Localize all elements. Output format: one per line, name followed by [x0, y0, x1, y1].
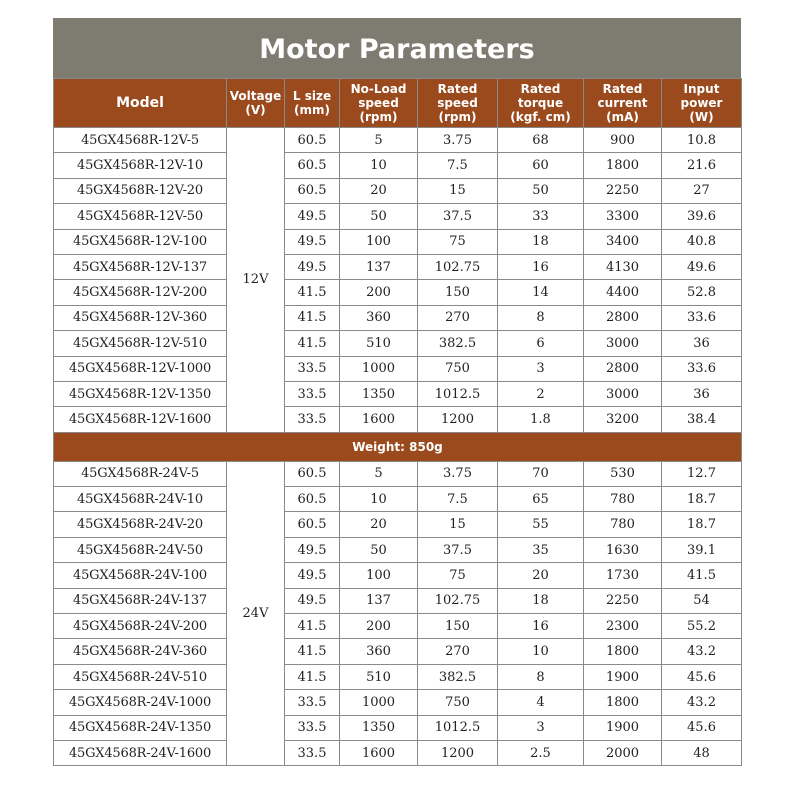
- header-line1: Model: [116, 95, 164, 111]
- no-load-speed-cell: 137: [340, 588, 418, 613]
- model-cell: 45GX4568R-12V-10: [54, 153, 227, 178]
- weight-section: [54, 432, 742, 461]
- rated-current-cell: 780: [584, 512, 662, 537]
- column-header-input-power: [662, 79, 742, 128]
- rated-torque-cell: 8: [498, 305, 584, 330]
- l-size-cell: 33.5: [285, 690, 340, 715]
- l-size-cell: 41.5: [285, 664, 340, 689]
- input-power-cell: 39.6: [662, 204, 742, 229]
- table-row: [54, 690, 742, 715]
- rated-speed-cell: 7.5: [418, 153, 498, 178]
- rated-torque-cell: 16: [498, 614, 584, 639]
- table-row: [54, 178, 742, 203]
- rated-speed-cell: 7.5: [418, 487, 498, 512]
- rated-speed-cell: 150: [418, 280, 498, 305]
- input-power-cell: 18.7: [662, 487, 742, 512]
- header-line1: No-Load: [350, 82, 407, 96]
- input-power-cell: 43.2: [662, 639, 742, 664]
- model-cell: 45GX4568R-24V-50: [54, 537, 227, 562]
- l-size-cell: 33.5: [285, 356, 340, 381]
- rated-torque-cell: 6: [498, 331, 584, 356]
- input-power-cell: 43.2: [662, 690, 742, 715]
- rated-current-cell: 2800: [584, 305, 662, 330]
- model-cell: 45GX4568R-12V-137: [54, 254, 227, 279]
- rated-speed-cell: 1012.5: [418, 381, 498, 406]
- input-power-cell: 45.6: [662, 715, 742, 740]
- input-power-cell: 52.8: [662, 280, 742, 305]
- model-cell: 45GX4568R-12V-1000: [54, 356, 227, 381]
- rated-torque-cell: 8: [498, 664, 584, 689]
- l-size-cell: 49.5: [285, 254, 340, 279]
- column-header-rated-current: [584, 79, 662, 128]
- rated-current-cell: 2300: [584, 614, 662, 639]
- table-row: [54, 614, 742, 639]
- model-cell: 45GX4568R-12V-510: [54, 331, 227, 356]
- rated-current-cell: 3000: [584, 381, 662, 406]
- l-size-cell: 33.5: [285, 740, 340, 765]
- model-cell: 45GX4568R-24V-360: [54, 639, 227, 664]
- column-header-rated-torque: [498, 79, 584, 128]
- rated-current-cell: 1800: [584, 690, 662, 715]
- rated-current-cell: 3400: [584, 229, 662, 254]
- rated-current-cell: 1800: [584, 639, 662, 664]
- rated-current-cell: 2000: [584, 740, 662, 765]
- input-power-cell: 27: [662, 178, 742, 203]
- rated-torque-cell: 2.5: [498, 740, 584, 765]
- rated-torque-cell: 1.8: [498, 407, 584, 432]
- l-size-cell: 60.5: [285, 461, 340, 486]
- rated-torque-cell: 18: [498, 588, 584, 613]
- rated-speed-cell: 102.75: [418, 588, 498, 613]
- rated-torque-cell: 65: [498, 487, 584, 512]
- no-load-speed-cell: 5: [340, 128, 418, 153]
- table-row: [54, 229, 742, 254]
- input-power-cell: 54: [662, 588, 742, 613]
- rated-speed-cell: 102.75: [418, 254, 498, 279]
- rated-torque-cell: 3: [498, 356, 584, 381]
- input-power-cell: 41.5: [662, 563, 742, 588]
- header-line2: (W): [689, 110, 714, 124]
- l-size-cell: 60.5: [285, 153, 340, 178]
- rated-torque-cell: 50: [498, 178, 584, 203]
- no-load-speed-cell: 1000: [340, 356, 418, 381]
- no-load-speed-cell: 5: [340, 461, 418, 486]
- rated-torque-cell: 70: [498, 461, 584, 486]
- l-size-cell: 60.5: [285, 178, 340, 203]
- l-size-cell: 41.5: [285, 331, 340, 356]
- no-load-speed-cell: 1000: [340, 690, 418, 715]
- header-line1: Rated torque: [517, 82, 564, 110]
- rated-current-cell: 4130: [584, 254, 662, 279]
- header-line1: L size: [292, 89, 332, 103]
- input-power-cell: 33.6: [662, 305, 742, 330]
- input-power-cell: 55.2: [662, 614, 742, 639]
- header-line1: Voltage: [229, 89, 282, 103]
- rated-speed-cell: 75: [418, 563, 498, 588]
- header-line2: (mm): [294, 103, 330, 117]
- table-row: [54, 407, 742, 432]
- rated-current-cell: 3300: [584, 204, 662, 229]
- rated-torque-cell: 33: [498, 204, 584, 229]
- motor-parameters-table: [53, 78, 742, 766]
- input-power-cell: 39.1: [662, 537, 742, 562]
- rated-speed-cell: 270: [418, 639, 498, 664]
- no-load-speed-cell: 360: [340, 639, 418, 664]
- model-cell: 45GX4568R-24V-10: [54, 487, 227, 512]
- rated-current-cell: 3200: [584, 407, 662, 432]
- column-header-voltage: [227, 79, 285, 128]
- rated-speed-cell: 3.75: [418, 128, 498, 153]
- table-row: [54, 153, 742, 178]
- rated-speed-cell: 3.75: [418, 461, 498, 486]
- no-load-speed-cell: 200: [340, 280, 418, 305]
- header-line2: (kgf. cm): [510, 110, 571, 124]
- group-12v: [54, 128, 742, 433]
- model-cell: 45GX4568R-12V-5: [54, 128, 227, 153]
- header-line1: Rated: [602, 82, 643, 96]
- table-row: [54, 664, 742, 689]
- l-size-cell: 41.5: [285, 280, 340, 305]
- column-header-no-load-speed: [340, 79, 418, 128]
- no-load-speed-cell: 1350: [340, 715, 418, 740]
- rated-torque-cell: 35: [498, 537, 584, 562]
- input-power-cell: 18.7: [662, 512, 742, 537]
- model-cell: 45GX4568R-12V-100: [54, 229, 227, 254]
- no-load-speed-cell: 100: [340, 563, 418, 588]
- no-load-speed-cell: 510: [340, 331, 418, 356]
- header-row: [54, 79, 742, 128]
- no-load-speed-cell: 100: [340, 229, 418, 254]
- rated-speed-cell: 75: [418, 229, 498, 254]
- l-size-cell: 41.5: [285, 305, 340, 330]
- voltage-cell: 12V: [227, 128, 285, 433]
- rated-torque-cell: 16: [498, 254, 584, 279]
- no-load-speed-cell: 1350: [340, 381, 418, 406]
- no-load-speed-cell: 1600: [340, 407, 418, 432]
- table-row: [54, 128, 742, 153]
- rated-torque-cell: 10: [498, 639, 584, 664]
- model-cell: 45GX4568R-12V-1600: [54, 407, 227, 432]
- header-line1: Rated speed: [437, 82, 478, 110]
- rated-current-cell: 530: [584, 461, 662, 486]
- table-row: [54, 356, 742, 381]
- header-line2: current (mA): [597, 96, 648, 124]
- header-line2: (V): [245, 103, 266, 117]
- rated-speed-cell: 382.5: [418, 664, 498, 689]
- input-power-cell: 33.6: [662, 356, 742, 381]
- rated-torque-cell: 60: [498, 153, 584, 178]
- weight-label: Weight: 850g: [54, 432, 742, 461]
- rated-speed-cell: 37.5: [418, 537, 498, 562]
- header-line2: speed (rpm): [358, 96, 399, 124]
- table-row: [54, 588, 742, 613]
- rated-torque-cell: 68: [498, 128, 584, 153]
- header-line1: Input power: [680, 82, 723, 110]
- rated-speed-cell: 150: [418, 614, 498, 639]
- rated-current-cell: 780: [584, 487, 662, 512]
- model-cell: 45GX4568R-24V-1350: [54, 715, 227, 740]
- page-title: Motor Parameters: [53, 18, 741, 78]
- no-load-speed-cell: 10: [340, 487, 418, 512]
- rated-speed-cell: 15: [418, 512, 498, 537]
- model-cell: 45GX4568R-12V-20: [54, 178, 227, 203]
- table-row: [54, 512, 742, 537]
- table-row: [54, 381, 742, 406]
- l-size-cell: 60.5: [285, 128, 340, 153]
- table-row: [54, 305, 742, 330]
- rated-speed-cell: 750: [418, 690, 498, 715]
- model-cell: 45GX4568R-12V-50: [54, 204, 227, 229]
- l-size-cell: 33.5: [285, 407, 340, 432]
- l-size-cell: 49.5: [285, 537, 340, 562]
- no-load-speed-cell: 50: [340, 204, 418, 229]
- rated-torque-cell: 3: [498, 715, 584, 740]
- no-load-speed-cell: 50: [340, 537, 418, 562]
- rated-speed-cell: 15: [418, 178, 498, 203]
- rated-speed-cell: 1200: [418, 407, 498, 432]
- rated-torque-cell: 4: [498, 690, 584, 715]
- no-load-speed-cell: 360: [340, 305, 418, 330]
- column-header-l-size: [285, 79, 340, 128]
- table-row: [54, 740, 742, 765]
- table-row: [54, 254, 742, 279]
- rated-current-cell: 1900: [584, 664, 662, 689]
- no-load-speed-cell: 20: [340, 178, 418, 203]
- input-power-cell: 45.6: [662, 664, 742, 689]
- no-load-speed-cell: 10: [340, 153, 418, 178]
- table-row: [54, 537, 742, 562]
- table-row: [54, 461, 742, 486]
- model-cell: 45GX4568R-24V-200: [54, 614, 227, 639]
- model-cell: 45GX4568R-24V-137: [54, 588, 227, 613]
- rated-torque-cell: 2: [498, 381, 584, 406]
- rated-speed-cell: 1200: [418, 740, 498, 765]
- rated-torque-cell: 18: [498, 229, 584, 254]
- rated-current-cell: 4400: [584, 280, 662, 305]
- l-size-cell: 60.5: [285, 487, 340, 512]
- model-cell: 45GX4568R-24V-1000: [54, 690, 227, 715]
- rated-speed-cell: 37.5: [418, 204, 498, 229]
- rated-torque-cell: 14: [498, 280, 584, 305]
- table-row: [54, 204, 742, 229]
- l-size-cell: 49.5: [285, 563, 340, 588]
- rated-speed-cell: 750: [418, 356, 498, 381]
- rated-torque-cell: 55: [498, 512, 584, 537]
- rated-speed-cell: 1012.5: [418, 715, 498, 740]
- model-cell: 45GX4568R-24V-100: [54, 563, 227, 588]
- model-cell: 45GX4568R-12V-360: [54, 305, 227, 330]
- l-size-cell: 33.5: [285, 381, 340, 406]
- table-row: [54, 563, 742, 588]
- model-cell: 45GX4568R-24V-20: [54, 512, 227, 537]
- column-header-rated-speed: [418, 79, 498, 128]
- header-line2: (rpm): [438, 110, 477, 124]
- rated-current-cell: 900: [584, 128, 662, 153]
- l-size-cell: 41.5: [285, 614, 340, 639]
- l-size-cell: 41.5: [285, 639, 340, 664]
- no-load-speed-cell: 510: [340, 664, 418, 689]
- group-24v: [54, 461, 742, 766]
- rated-speed-cell: 382.5: [418, 331, 498, 356]
- model-cell: 45GX4568R-24V-1600: [54, 740, 227, 765]
- voltage-cell: 24V: [227, 461, 285, 766]
- table-row: [54, 280, 742, 305]
- input-power-cell: 21.6: [662, 153, 742, 178]
- input-power-cell: 49.6: [662, 254, 742, 279]
- table-row: [54, 331, 742, 356]
- model-cell: 45GX4568R-12V-200: [54, 280, 227, 305]
- table-row: [54, 715, 742, 740]
- no-load-speed-cell: 200: [340, 614, 418, 639]
- column-header-model: [54, 79, 227, 128]
- table-row: [54, 639, 742, 664]
- input-power-cell: 48: [662, 740, 742, 765]
- model-cell: 45GX4568R-24V-5: [54, 461, 227, 486]
- input-power-cell: 10.8: [662, 128, 742, 153]
- table-row: [54, 487, 742, 512]
- model-cell: 45GX4568R-12V-1350: [54, 381, 227, 406]
- rated-torque-cell: 20: [498, 563, 584, 588]
- rated-current-cell: 2250: [584, 178, 662, 203]
- no-load-speed-cell: 1600: [340, 740, 418, 765]
- input-power-cell: 36: [662, 381, 742, 406]
- model-cell: 45GX4568R-24V-510: [54, 664, 227, 689]
- rated-current-cell: 1900: [584, 715, 662, 740]
- l-size-cell: 49.5: [285, 229, 340, 254]
- input-power-cell: 38.4: [662, 407, 742, 432]
- rated-current-cell: 3000: [584, 331, 662, 356]
- no-load-speed-cell: 137: [340, 254, 418, 279]
- rated-current-cell: 1800: [584, 153, 662, 178]
- rated-current-cell: 2800: [584, 356, 662, 381]
- rated-speed-cell: 270: [418, 305, 498, 330]
- l-size-cell: 33.5: [285, 715, 340, 740]
- input-power-cell: 12.7: [662, 461, 742, 486]
- weight-row: [54, 432, 742, 461]
- l-size-cell: 49.5: [285, 588, 340, 613]
- input-power-cell: 36: [662, 331, 742, 356]
- l-size-cell: 60.5: [285, 512, 340, 537]
- rated-current-cell: 1630: [584, 537, 662, 562]
- no-load-speed-cell: 20: [340, 512, 418, 537]
- l-size-cell: 49.5: [285, 204, 340, 229]
- input-power-cell: 40.8: [662, 229, 742, 254]
- rated-current-cell: 2250: [584, 588, 662, 613]
- rated-current-cell: 1730: [584, 563, 662, 588]
